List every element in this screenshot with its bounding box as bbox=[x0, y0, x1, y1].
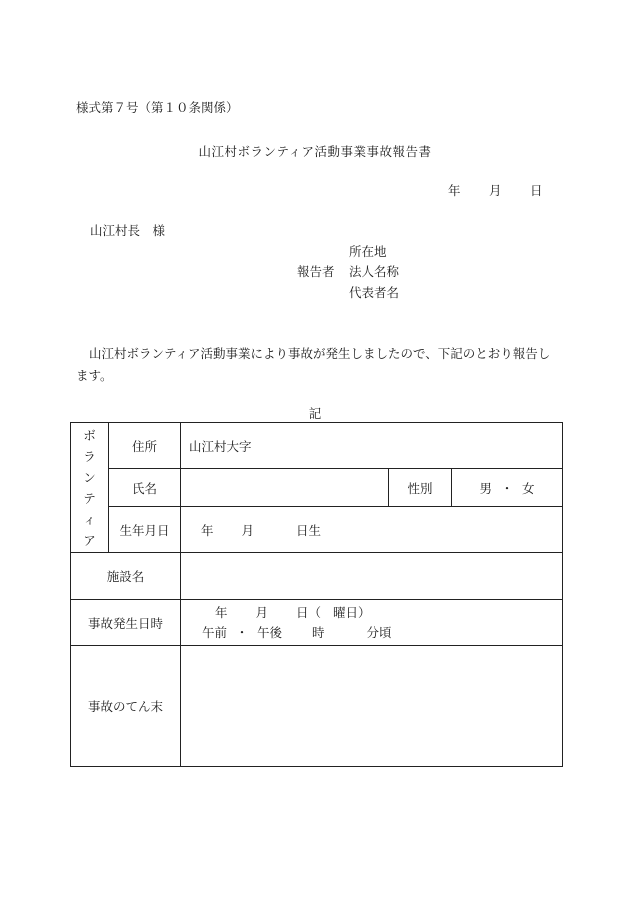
report-body-text: 山江村ボランティア活動事業により事故が発生しましたので、下記のとおり報告します。 bbox=[76, 346, 551, 383]
gender-separator: ・ bbox=[500, 480, 514, 496]
am-option[interactable]: 午前 bbox=[202, 624, 228, 640]
form-number: 様式第７号（第１０条関係） bbox=[76, 100, 239, 115]
accident-hour: 時 bbox=[312, 624, 325, 640]
reporter-label: 報告者 bbox=[297, 264, 335, 279]
name-field[interactable] bbox=[181, 469, 389, 507]
facility-label: 施設名 bbox=[71, 553, 181, 600]
date-day: 日 bbox=[530, 183, 543, 198]
address-label: 住所 bbox=[109, 423, 181, 469]
pm-option[interactable]: 午後 bbox=[257, 624, 283, 640]
accident-year: 年 bbox=[215, 604, 228, 620]
accident-datetime-field[interactable] bbox=[181, 600, 563, 646]
representative-label: 代表者名 bbox=[349, 285, 400, 300]
addressee: 山江村長 様 bbox=[90, 223, 166, 238]
accident-month: 月 bbox=[255, 604, 269, 620]
birthdate-field[interactable] bbox=[181, 507, 563, 553]
gender-male[interactable]: 男 bbox=[479, 480, 493, 496]
accident-weekday: 曜日） bbox=[333, 604, 371, 620]
accident-details-field[interactable] bbox=[181, 646, 563, 767]
gender-female[interactable]: 女 bbox=[522, 480, 535, 496]
ampm-separator: ・ bbox=[235, 624, 249, 640]
date-year: 年 bbox=[448, 183, 461, 198]
address-field[interactable]: 山江村大字 bbox=[181, 423, 563, 469]
corp-name-label: 法人名称 bbox=[349, 264, 400, 279]
name-label: 氏名 bbox=[109, 469, 181, 507]
accident-report-table bbox=[70, 422, 563, 767]
birth-year: 年 bbox=[201, 522, 214, 538]
birth-month: 月 bbox=[241, 522, 255, 538]
accident-day: 日（ bbox=[296, 604, 322, 620]
birth-day: 日生 bbox=[296, 522, 322, 538]
facility-field[interactable] bbox=[181, 553, 563, 600]
birthdate-label: 生年月日 bbox=[109, 507, 181, 553]
ki-heading: 記 bbox=[308, 406, 322, 421]
gender-options[interactable] bbox=[452, 469, 563, 507]
document-title: 山江村ボランティア活動事業事故報告書 bbox=[198, 144, 432, 159]
volunteer-vertical-label: ボ ラ ン テ ィ ア bbox=[71, 423, 109, 553]
date-month: 月 bbox=[489, 183, 502, 198]
location-label: 所在地 bbox=[349, 244, 387, 259]
accident-details-label: 事故のてん末 bbox=[71, 646, 181, 767]
accident-datetime-label: 事故発生日時 bbox=[71, 600, 181, 646]
gender-label: 性別 bbox=[389, 469, 452, 507]
accident-minute: 分頃 bbox=[366, 624, 392, 640]
